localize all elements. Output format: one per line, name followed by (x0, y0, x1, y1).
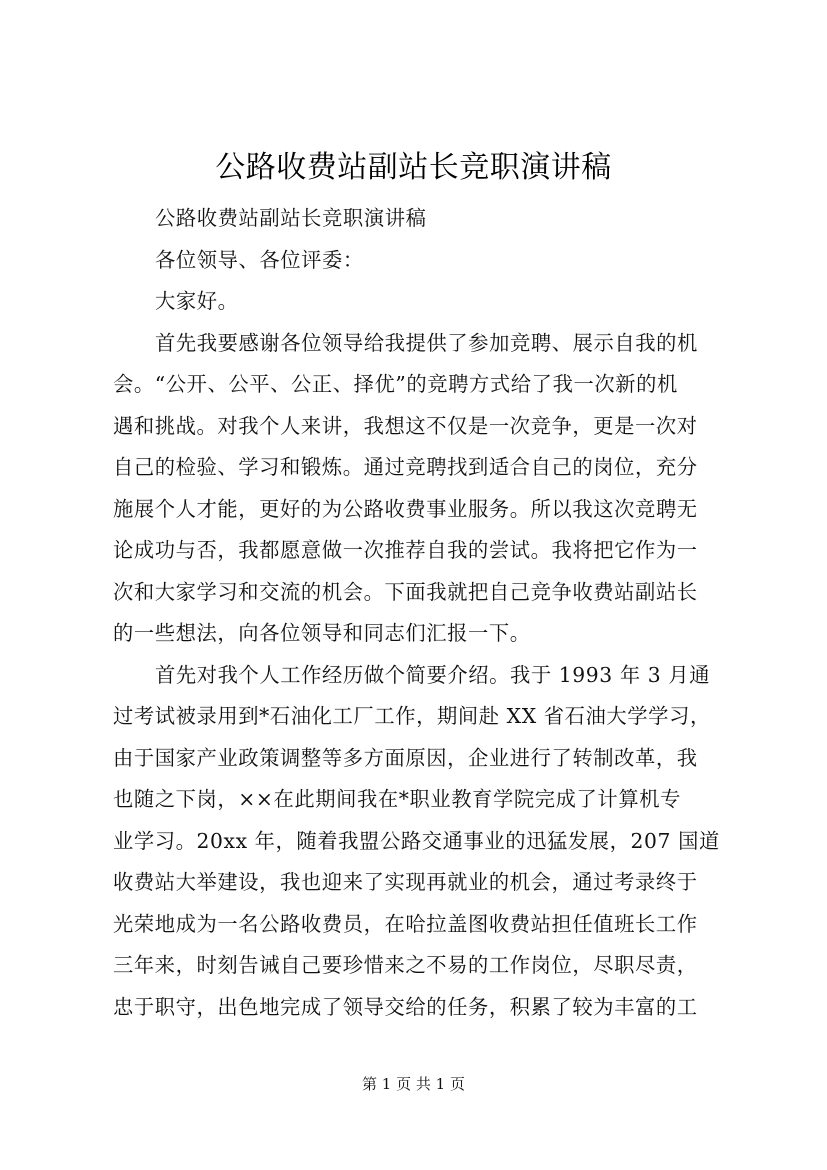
body-line: 的一些想法，向各位领导和同志们汇报一下。 (113, 621, 531, 645)
body-line: 忠于职守，出色地完成了领导交给的任务，积累了较为丰富的工 (113, 994, 698, 1019)
body-line: 由于国家产业政策调整等多方面原因，企业进行了转制改革，我 (113, 745, 698, 770)
body-line: 光荣地成为一名公路收费员，在哈拉盖图收费站担任值班长工作 (113, 911, 698, 936)
body-line-greeting: 大家好。 (155, 289, 239, 313)
body-line: 过考试被录用到*石油化工厂工作，期间赴 XX 省石油大学学习， (113, 704, 711, 728)
body-line: 首先我要感谢各位领导给我提供了参加竞聘、展示自我的机 (155, 330, 698, 355)
body-line-subtitle: 公路收费站副站长竞职演讲稿 (155, 206, 427, 230)
body-line: 也随之下岗，××在此期间我在*职业教育学院完成了计算机专 (113, 787, 681, 811)
document-body (113, 198, 723, 1028)
body-line: 三年来，时刻告诫自己要珍惜来之不易的工作岗位，尽职尽责， (113, 953, 698, 977)
page-footer: 第 1 页 共 1 页 (362, 1075, 465, 1093)
body-line-salutation: 各位领导、各位评委： (155, 247, 364, 272)
document-title: 公路收费站副站长竞职演讲稿 (215, 150, 612, 185)
body-line: 首先对我个人工作经历做个简要介绍。我于 1993 年 3 月通 (155, 662, 711, 687)
body-line: 收费站大举建设，我也迎来了实现再就业的机会，通过考录终于 (113, 870, 698, 894)
body-line: 遇和挑战。对我个人来讲，我想这不仅是一次竞争，更是一次对 (113, 413, 698, 438)
body-line: 业学习。20xx 年，随着我盟公路交通事业的迅猛发展，207 国道 (113, 828, 720, 853)
body-line: 论成功与否，我都愿意做一次推荐自我的尝试。我将把它作为一 (113, 538, 698, 562)
body-line: 会。“公开、公平、公正、择优”的竞聘方式给了我一次新的机 (113, 372, 678, 396)
body-line: 施展个人才能，更好的为公路收费事业服务。所以我这次竞聘无 (113, 496, 698, 521)
body-line: 次和大家学习和交流的机会。下面我就把自己竞争收费站副站长 (113, 579, 698, 604)
body-line: 自己的检验、学习和锻炼。通过竞聘找到适合自己的岗位，充分 (113, 455, 698, 479)
